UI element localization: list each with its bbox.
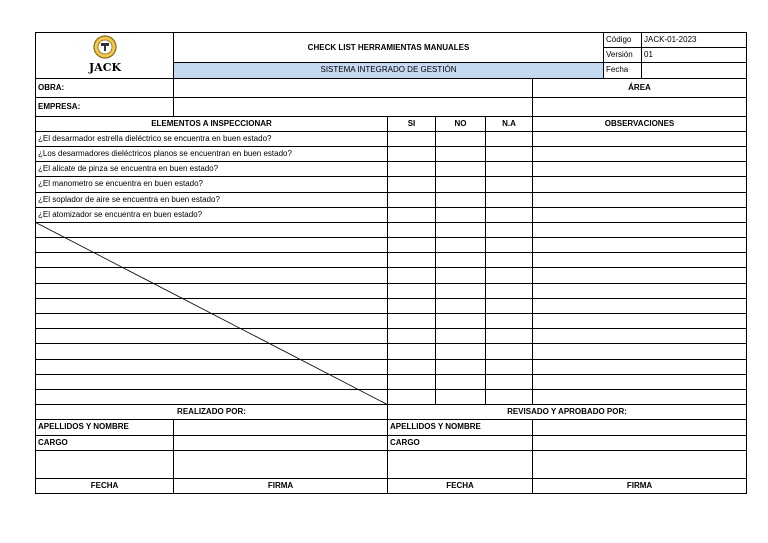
- empty-row: [36, 389, 747, 404]
- revisado-header: REVISADO Y APROBADO POR:: [388, 405, 747, 420]
- observaciones-cell[interactable]: [533, 253, 747, 268]
- observaciones-cell[interactable]: [533, 268, 747, 283]
- na-cell[interactable]: [486, 298, 533, 313]
- fecha-footer-label-1: FECHA: [36, 478, 174, 493]
- checklist-question: ¿El alicate de pinza se encuentra en buen estado?: [36, 162, 388, 177]
- cargo-label-1: CARGO: [36, 435, 174, 450]
- checklist-table: [35, 32, 747, 494]
- checklist-row: [36, 192, 747, 207]
- obra-field[interactable]: [174, 78, 533, 97]
- si-cell[interactable]: [388, 238, 436, 253]
- empty-row: [36, 344, 747, 359]
- observaciones-cell[interactable]: [533, 283, 747, 298]
- observaciones-cell[interactable]: [533, 131, 747, 146]
- observaciones-cell[interactable]: [533, 314, 747, 329]
- si-cell[interactable]: [388, 253, 436, 268]
- no-cell[interactable]: [436, 222, 486, 237]
- fecha-footer-label-2: FECHA: [388, 478, 533, 493]
- observaciones-cell[interactable]: [533, 329, 747, 344]
- form-subtitle: SISTEMA INTEGRADO DE GESTIÓN: [174, 63, 604, 78]
- observaciones-cell[interactable]: [533, 374, 747, 389]
- empty-row: [36, 283, 747, 298]
- version-value: 01: [642, 48, 747, 63]
- si-cell[interactable]: [388, 177, 436, 192]
- si-cell[interactable]: [388, 298, 436, 313]
- fecha-label: Fecha: [604, 63, 642, 78]
- si-cell[interactable]: [388, 374, 436, 389]
- no-cell[interactable]: [436, 177, 486, 192]
- checklist-sheet: [35, 32, 747, 494]
- na-cell[interactable]: [486, 359, 533, 374]
- empty-question-cell: [36, 389, 388, 404]
- no-cell[interactable]: [436, 207, 486, 222]
- apellidos-field-1[interactable]: [174, 420, 388, 435]
- na-cell[interactable]: [486, 177, 533, 192]
- empty-row: [36, 359, 747, 374]
- na-cell[interactable]: [486, 238, 533, 253]
- no-cell[interactable]: [436, 238, 486, 253]
- no-cell[interactable]: [436, 131, 486, 146]
- jack-logo-icon: [75, 34, 135, 74]
- na-cell[interactable]: [486, 253, 533, 268]
- no-cell[interactable]: [436, 314, 486, 329]
- checklist-row: [36, 162, 747, 177]
- na-cell[interactable]: [486, 374, 533, 389]
- area-label: ÁREA: [533, 78, 747, 97]
- empty-question-cell: [36, 344, 388, 359]
- empty-question-cell: [36, 222, 388, 237]
- si-cell[interactable]: [388, 131, 436, 146]
- obra-label: OBRA:: [36, 78, 174, 97]
- empty-question-cell: [36, 253, 388, 268]
- empty-question-cell: [36, 238, 388, 253]
- empty-row: [36, 222, 747, 237]
- si-header: SI: [388, 116, 436, 131]
- checklist-row: [36, 207, 747, 222]
- empty-question-cell: [36, 374, 388, 389]
- observaciones-cell[interactable]: [533, 177, 747, 192]
- no-cell[interactable]: [436, 253, 486, 268]
- checklist-row: [36, 177, 747, 192]
- si-cell[interactable]: [388, 162, 436, 177]
- codigo-label: Código: [604, 33, 642, 48]
- signature-space-4[interactable]: [533, 450, 747, 478]
- checklist-row: [36, 146, 747, 161]
- empty-row: [36, 329, 747, 344]
- si-cell[interactable]: [388, 329, 436, 344]
- no-cell[interactable]: [436, 162, 486, 177]
- si-cell[interactable]: [388, 314, 436, 329]
- observaciones-cell[interactable]: [533, 207, 747, 222]
- cargo-label-2: CARGO: [388, 435, 533, 450]
- empty-row: [36, 253, 747, 268]
- si-cell[interactable]: [388, 207, 436, 222]
- empty-question-cell: [36, 329, 388, 344]
- no-cell[interactable]: [436, 374, 486, 389]
- observaciones-cell[interactable]: [533, 344, 747, 359]
- no-cell[interactable]: [436, 268, 486, 283]
- no-cell[interactable]: [436, 146, 486, 161]
- si-cell[interactable]: [388, 222, 436, 237]
- apellidos-label-1: APELLIDOS Y NOMBRE: [36, 420, 174, 435]
- na-cell[interactable]: [486, 131, 533, 146]
- empty-row: [36, 314, 747, 329]
- na-cell[interactable]: [486, 283, 533, 298]
- empty-question-cell: [36, 298, 388, 313]
- svg-text:JACK: JACK: [88, 61, 121, 75]
- firma-footer-label-1: FIRMA: [174, 478, 388, 493]
- no-cell[interactable]: [436, 329, 486, 344]
- observaciones-cell[interactable]: [533, 238, 747, 253]
- company-logo: [36, 33, 174, 79]
- cargo-field-1[interactable]: [174, 435, 388, 450]
- observaciones-cell[interactable]: [533, 146, 747, 161]
- observaciones-cell[interactable]: [533, 162, 747, 177]
- no-cell[interactable]: [436, 344, 486, 359]
- si-cell[interactable]: [388, 344, 436, 359]
- elementos-header: ELEMENTOS A INSPECCIONAR: [36, 116, 388, 131]
- empty-row: [36, 298, 747, 313]
- no-cell[interactable]: [436, 359, 486, 374]
- no-header: NO: [436, 116, 486, 131]
- checklist-question: ¿El atomizador se encuentra en buen estado?: [36, 207, 388, 222]
- no-cell[interactable]: [436, 283, 486, 298]
- si-cell[interactable]: [388, 192, 436, 207]
- observaciones-cell[interactable]: [533, 359, 747, 374]
- form-title: CHECK LIST HERRAMIENTAS MANUALES: [174, 33, 604, 63]
- na-cell[interactable]: [486, 329, 533, 344]
- codigo-value: JACK-01-2023: [642, 33, 747, 48]
- observaciones-header: OBSERVACIONES: [533, 116, 747, 131]
- empty-question-cell: [36, 314, 388, 329]
- no-cell[interactable]: [436, 298, 486, 313]
- empty-question-cell: [36, 268, 388, 283]
- no-cell[interactable]: [436, 192, 486, 207]
- observaciones-cell[interactable]: [533, 298, 747, 313]
- firma-footer-label-2: FIRMA: [533, 478, 747, 493]
- empty-question-cell: [36, 283, 388, 298]
- cargo-field-2[interactable]: [533, 435, 747, 450]
- signature-space-1[interactable]: [36, 450, 174, 478]
- na-cell[interactable]: [486, 222, 533, 237]
- signature-space-3[interactable]: [388, 450, 533, 478]
- si-cell[interactable]: [388, 268, 436, 283]
- observaciones-cell[interactable]: [533, 389, 747, 404]
- empty-row: [36, 238, 747, 253]
- checklist-question: ¿El manometro se encuentra en buen estado?: [36, 177, 388, 192]
- na-header: N.A: [486, 116, 533, 131]
- empresa-field[interactable]: [174, 97, 533, 116]
- signature-space-2[interactable]: [174, 450, 388, 478]
- si-cell[interactable]: [388, 359, 436, 374]
- realizado-header: REALIZADO POR:: [36, 405, 388, 420]
- na-cell[interactable]: [486, 207, 533, 222]
- na-cell[interactable]: [486, 389, 533, 404]
- checklist-row: [36, 131, 747, 146]
- na-cell[interactable]: [486, 314, 533, 329]
- apellidos-field-2[interactable]: [533, 420, 747, 435]
- checklist-question: ¿El soplador de aire se encuentra en buen estado?: [36, 192, 388, 207]
- empresa-label: EMPRESA:: [36, 97, 174, 116]
- checklist-question: ¿El desarmador estrella dieléctrico se encuentra en buen estado?: [36, 131, 388, 146]
- fecha-value[interactable]: [642, 63, 747, 78]
- area-field[interactable]: [533, 97, 747, 116]
- checklist-question: ¿Los desarmadores dieléctricos planos se encuentran en buen estado?: [36, 146, 388, 161]
- empty-row: [36, 268, 747, 283]
- si-cell[interactable]: [388, 146, 436, 161]
- version-label: Versión: [604, 48, 642, 63]
- si-cell[interactable]: [388, 389, 436, 404]
- na-cell[interactable]: [486, 192, 533, 207]
- na-cell[interactable]: [486, 162, 533, 177]
- no-cell[interactable]: [436, 389, 486, 404]
- na-cell[interactable]: [486, 268, 533, 283]
- empty-question-cell: [36, 359, 388, 374]
- observaciones-cell[interactable]: [533, 222, 747, 237]
- na-cell[interactable]: [486, 344, 533, 359]
- empty-row: [36, 374, 747, 389]
- si-cell[interactable]: [388, 283, 436, 298]
- observaciones-cell[interactable]: [533, 192, 747, 207]
- na-cell[interactable]: [486, 146, 533, 161]
- apellidos-label-2: APELLIDOS Y NOMBRE: [388, 420, 533, 435]
